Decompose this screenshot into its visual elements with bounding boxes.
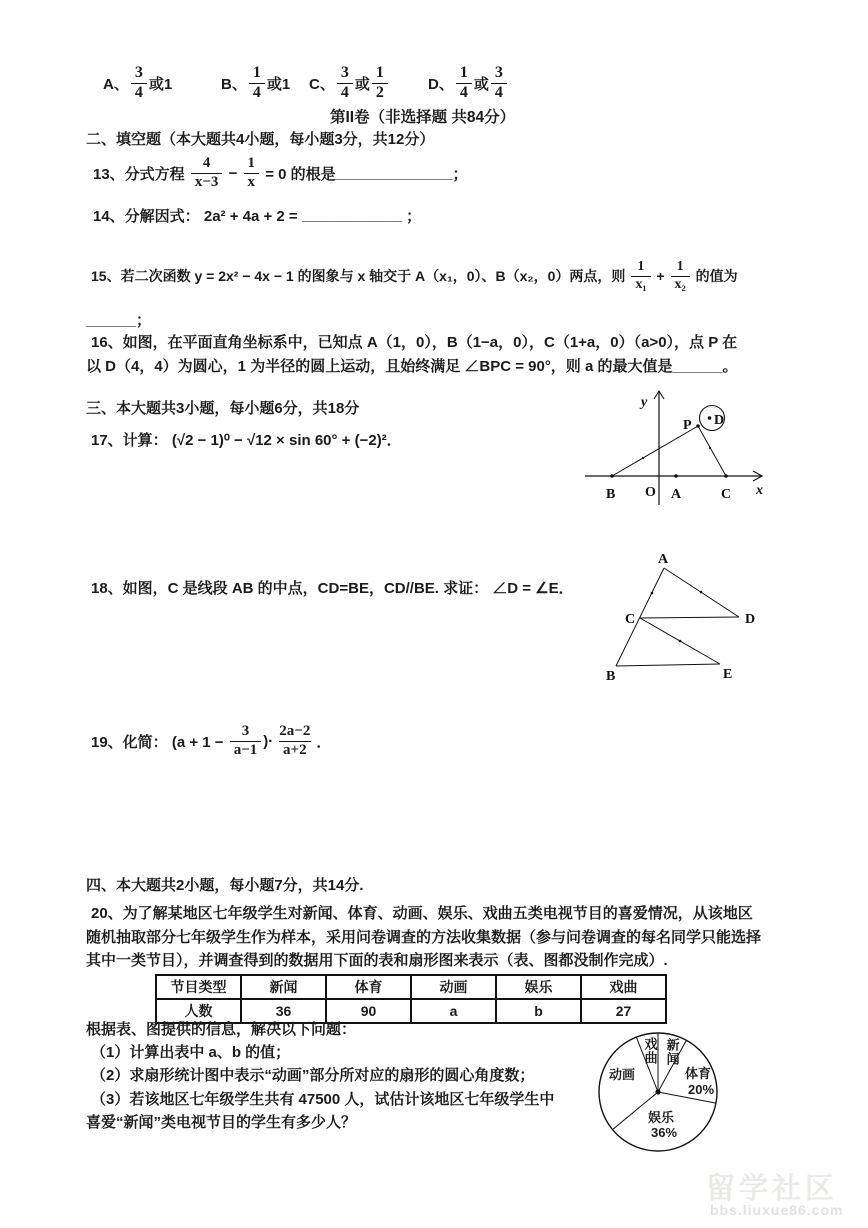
section2-title: 二、填空题（本大题共4小题，每小题3分，共12分） [86, 131, 435, 148]
question-3-line1: （3）若该地区七年级学生共有 47500 人，试估计该地区七年级学生中 [91, 1091, 555, 1108]
point-label-a: A [671, 487, 682, 502]
pie-label-animation: 动画 [609, 1067, 636, 1082]
pie-label-entertainment-pct: 36% [651, 1125, 678, 1140]
origin-label: O [645, 485, 656, 500]
question-3-line2: 喜爱“新闻”类电视节目的学生有多少人？ [86, 1114, 357, 1131]
problem-14 [93, 205, 421, 226]
pie-label-news: 新闻 [664, 1038, 680, 1066]
option-d-label: D、 [428, 75, 454, 93]
fraction: $\frac{3}{a-1}$ [230, 724, 262, 759]
pie-label-entertainment: 娱乐 [648, 1110, 675, 1125]
fraction: $\frac{4}{x-3}$ [191, 156, 223, 191]
fraction: $\frac{1}{\text{x₂}}$ [671, 260, 690, 292]
problem-13-prefix: 13、分式方程 [93, 165, 189, 183]
point-label-c: C [721, 487, 732, 502]
fraction: $\frac{2a-2}{a+2}$ [279, 722, 311, 758]
table-header-cell: 动画 [411, 975, 496, 999]
problem-19-prefix: 19、化简： (a + 1 − [91, 733, 228, 751]
problem-15-suffix: 的值为 [691, 268, 738, 284]
table-header-row [156, 975, 666, 999]
table-row [156, 999, 666, 1023]
fraction: $\frac{3}{4}$ [131, 65, 147, 102]
problem-20-line2: 随机抽取部分七年级学生作为样本，采用问卷调查的方法收集数据（参与问卷调查的每名同学只能选择 [86, 929, 762, 946]
problem-16-line1: 16、如图，在平面直角坐标系中，已知点 A（1，0），B（1−a，0），C（1+a，0）（a>0），点 P 在 [91, 334, 738, 351]
problem-19-mid: )· [263, 732, 274, 750]
problem-16-line2: 以 D（4，4）为圆心，1 为半径的圆上运动，且始终满足 ∠BPC = 90°，则 a 的最大值是______。 [86, 358, 738, 375]
watermark-logo: 留学社区 [706, 1173, 839, 1205]
fraction: $\frac{1}{\text{x₁}}$ [631, 260, 650, 292]
answer-blank: ______； [86, 312, 152, 329]
problem-18: 18、如图，C 是线段 AB 的中点，CD=BE，CD//BE. 求证： ∠D = ∠E． [91, 580, 574, 597]
table-header-cell: 体育 [326, 975, 411, 999]
problem-13-suffix: = 0 的根是 [261, 165, 336, 183]
point-label-d: D [714, 413, 725, 428]
fraction: $\frac{1}{2}$ [372, 65, 388, 102]
problem-13 [93, 152, 467, 194]
point-label-e: E [723, 667, 733, 682]
survey-table [155, 974, 667, 1024]
point-label-p: P [683, 418, 692, 433]
section4-title: 四、本大题共2小题，每小题7分，共14分. [86, 877, 364, 894]
question-1: （1）计算出表中 a、b 的值； [91, 1044, 291, 1061]
question-intro: 根据表、图提供的信息，解决以下问题： [86, 1021, 357, 1038]
point-label-b: B [606, 487, 616, 502]
option-c-label: C、 [309, 75, 335, 93]
table-cell: 人数 [156, 999, 241, 1023]
table-header-cell: 娱乐 [496, 975, 581, 999]
axis-label-x: x [756, 483, 763, 498]
fraction: $\frac{1}{4}$ [249, 65, 265, 102]
answer-blank: ______________ [335, 164, 453, 182]
problem-19 [91, 719, 331, 763]
pie-label-opera: 戏曲 [642, 1037, 658, 1065]
pie-label-sports-pct: 20% [688, 1082, 715, 1097]
section3-title: 三、本大题共3小题，每小题6分，共18分 [86, 400, 360, 417]
question-2: （2）求扇形统计图中表示“动画”部分所对应的扇形的圆心角度数； [91, 1067, 535, 1084]
option-b-label: B、 [221, 75, 247, 93]
fraction: $\frac{3}{4}$ [337, 65, 353, 102]
pie-label-sports: 体育 [685, 1066, 712, 1081]
table-cell: 27 [581, 999, 666, 1023]
fraction: $\frac{1}{x}$ [244, 156, 260, 191]
option-a [103, 60, 172, 106]
coordinate-diagram [583, 388, 783, 513]
option-a-label: A、 [103, 75, 129, 93]
answer-blank: ____________ [301, 207, 402, 224]
problem-20-line1: 20、为了解某地区七年级学生对新闻、体育、动画、娱乐、戏曲五类电视节目的喜爱情况，从该地区 [91, 905, 753, 922]
point-label-c: C [625, 612, 636, 627]
problem-17: 17、计算： (√2 − 1)⁰ − √12 × sin 60° + (−2)²． [91, 432, 402, 449]
problem-14-text: 14、分解因式： 2a² + 4a + 2 = [93, 208, 302, 225]
watermark-url: bbs.liuxue86.com [710, 1202, 844, 1218]
table-cell: a [411, 999, 496, 1023]
minus-sign: − [224, 164, 242, 182]
plus-sign: + [652, 268, 669, 284]
table-header-cell: 节目类型 [156, 975, 241, 999]
table-cell: 36 [241, 999, 326, 1023]
problem-15 [91, 254, 738, 298]
axis-label-y: y [641, 395, 648, 410]
option-a-text: 或1 [148, 75, 173, 93]
option-d [428, 60, 509, 106]
fraction: $\frac{1}{4}$ [456, 65, 472, 102]
table-cell: b [496, 999, 581, 1023]
option-c-text: 或 [354, 75, 370, 93]
part2-title: 第II卷（非选择题 共84分） [330, 109, 516, 126]
option-b [221, 60, 290, 106]
fraction: $\frac{3}{4}$ [491, 65, 507, 102]
point-label-a: A [658, 552, 669, 567]
table-header-cell: 戏曲 [581, 975, 666, 999]
point-label-b: B [606, 669, 616, 684]
triangle-diagram [583, 550, 783, 685]
table-header-cell: 新闻 [241, 975, 326, 999]
problem-15-prefix: 15、若二次函数 y = 2x² − 4x − 1 的图象与 x 轴交于 A（x₁，0）、B（x₂，0）两点，则 [91, 268, 630, 284]
problem-19-end: ． [316, 733, 332, 751]
option-d-text: 或 [473, 75, 489, 93]
problem-20-line3: 其中一类节目），并调查得到的数据用下面的表和扇形图来表示（表、图都没制作完成）. [86, 952, 668, 969]
problem-13-end: ； [452, 165, 468, 183]
point-label-d: D [745, 612, 756, 627]
problem-14-end: ； [401, 208, 422, 225]
option-c [309, 60, 390, 106]
option-b-text: 或1 [266, 75, 291, 93]
table-cell: 90 [326, 999, 411, 1023]
